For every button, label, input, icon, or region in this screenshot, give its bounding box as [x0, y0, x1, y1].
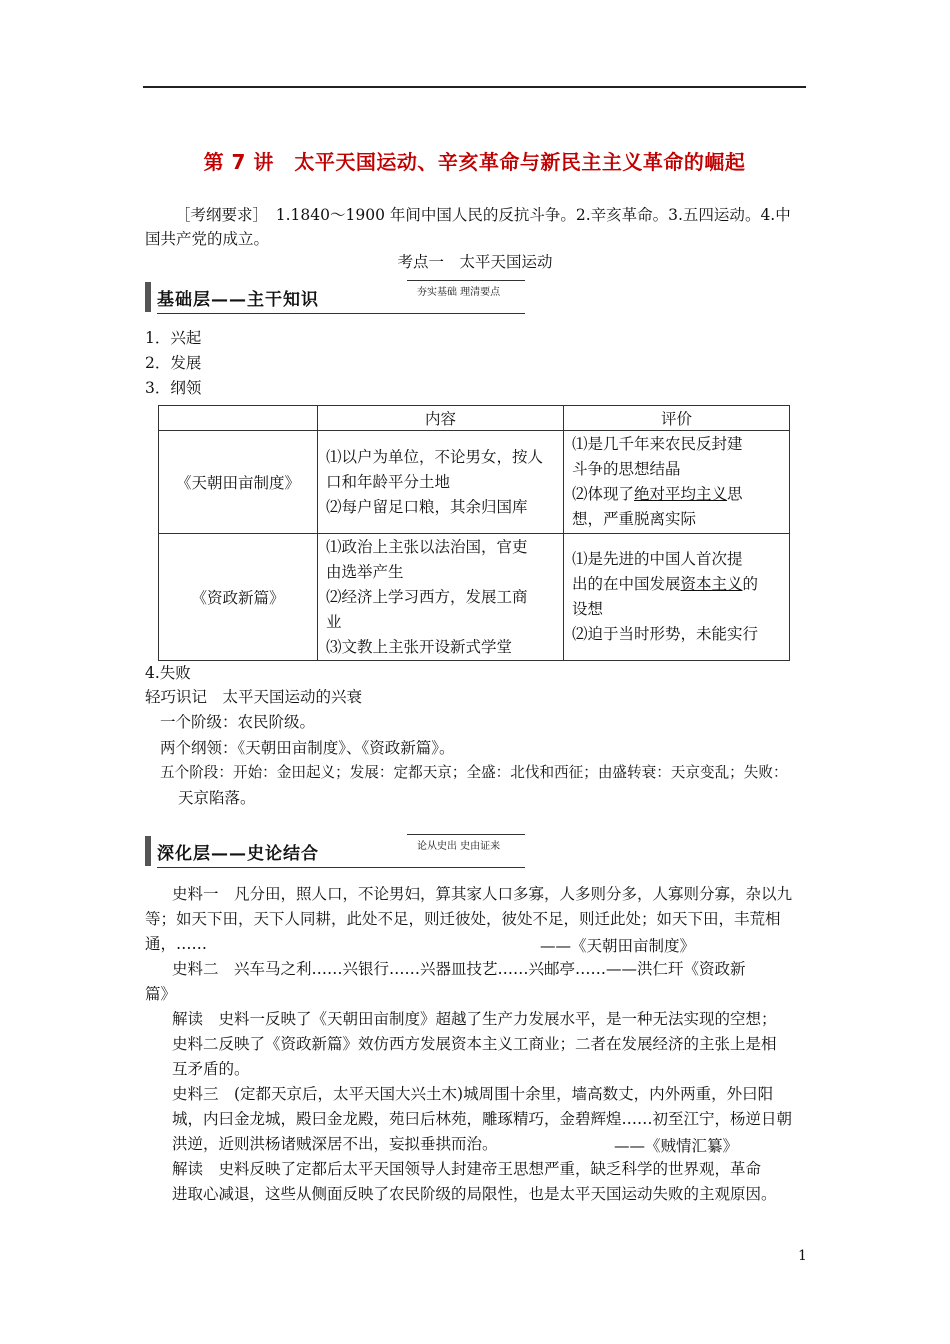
basic-layer-banner: [145, 280, 525, 314]
material-source: ——《天朝田亩制度》: [540, 937, 696, 955]
table-header-blank: [159, 406, 318, 431]
program-name: 《资政新篇》: [159, 534, 318, 661]
material-source: ——《贼情汇纂》: [614, 1137, 739, 1155]
interpretation-line: 进取心减退，这些从侧面反映了农民阶级的局限性，也是太平天国运动失败的主观原因。: [172, 1185, 777, 1203]
evaluation-line: ⑵迫于当时形势，未能实行: [572, 625, 759, 643]
banner-tag: 论从史出 史由证来: [417, 841, 501, 852]
deep-layer-banner: [145, 834, 525, 868]
banner-bottom-line: [157, 313, 525, 314]
evaluation-line: ⑴是先进的中国人首次提: [572, 550, 743, 568]
text-segment: 思: [727, 485, 743, 503]
content-line: 口和年龄平分土地: [326, 472, 451, 491]
program-table: [158, 405, 790, 661]
list-item-failure: 4.失败: [145, 664, 191, 682]
underlined-term: 资本主义: [680, 575, 743, 593]
interpretation-line: 互矛盾的。: [172, 1060, 250, 1078]
banner-bottom-line: [157, 867, 525, 868]
content-line: ⑶文教上主张开设新式学堂: [326, 637, 513, 656]
banner-bar: [145, 836, 151, 866]
content-line: 由选举产生: [326, 562, 404, 581]
section-title: 考点一 太平天国运动: [397, 253, 553, 271]
banner-label: 深化层——史论结合: [157, 844, 319, 864]
evaluation-line: ⑴是几千年来农民反封建: [572, 435, 743, 453]
text-segment: 出的在中国发展: [572, 575, 681, 593]
memory-tip-line: 天京陷落。: [178, 789, 256, 807]
underlined-term: 绝对平均主义: [634, 485, 728, 503]
table-header-content: 内容: [318, 406, 564, 431]
content-line: ⑴以户为单位，不论男女，按人: [326, 447, 544, 466]
content-line: 业: [326, 612, 342, 631]
list-item-rise: 1．兴起: [145, 329, 202, 347]
material-line: 史料二 兴车马之利……兴银行……兴器皿技艺……兴邮亭……——洪仁玕《资政新: [172, 960, 746, 978]
evaluation-line: 想，严重脱离实际: [572, 510, 697, 528]
interpretation-line: 解读 史料反映了定都后太平天国领导人封建帝王思想严重，缺乏科学的世界观，革命: [172, 1160, 762, 1178]
memory-tip-line: 两个纲领：《天朝田亩制度》、《资政新篇》。: [160, 739, 455, 757]
material-line: 通，……: [145, 935, 208, 953]
interpretation-line: 史料二反映了《资政新篇》效仿西方发展资本主义工商业；二者在发展经济的主张上是相: [172, 1035, 777, 1053]
list-item-program: 3．纲领: [145, 379, 202, 397]
table-row: [159, 534, 790, 661]
interpretation-line: 解读 史料一反映了《天朝田亩制度》超越了生产力发展水平，是一种无法实现的空想；: [172, 1010, 777, 1028]
banner-tag: 夯实基础 理清要点: [417, 287, 501, 298]
evaluation-line: 设想: [572, 600, 604, 618]
header-rule: [143, 86, 806, 88]
material-line: 史料一 凡分田，照人口，不论男妇，算其家人口多寡，人多则分多，人寡则分寡，杂以九: [172, 885, 793, 903]
program-content: [318, 431, 564, 534]
content-line: ⑴政治上主张以法治国，官吏: [326, 537, 528, 556]
banner-bar: [145, 282, 151, 312]
program-evaluation: [564, 534, 790, 661]
content-line: ⑵每户留足口粮，其余归国库: [326, 497, 528, 516]
exam-requirements-line1: ［考纲要求］ 1.1840～1900 年间中国人民的反抗斗争。2.辛亥革命。3.五四运动。4.中: [175, 206, 791, 224]
page-number: 1: [798, 1248, 807, 1264]
material-line: 洪逆，近则洪杨诸贼深居不出，妄拟垂拱而治。: [172, 1135, 498, 1153]
table-header-row: [159, 406, 790, 431]
text-segment: ⑵体现了: [572, 485, 635, 503]
program-name: 《天朝田亩制度》: [159, 431, 318, 534]
list-item-development: 2．发展: [145, 354, 202, 372]
evaluation-line: [572, 482, 781, 507]
text-segment: 的: [742, 575, 759, 593]
evaluation-line: 斗争的思想结晶: [572, 460, 681, 478]
memory-tip-line: 一个阶级：农民阶级。: [160, 713, 316, 731]
material-line: 史料三 (定都天京后，太平天国大兴土木)城周围十余里，墙高数丈，内外两重，外曰阳: [172, 1085, 774, 1103]
material-line: 城，内曰金龙城，殿曰金龙殿，苑曰后林苑，雕琢精巧，金碧辉煌……初至江宁，杨逆日朝: [172, 1110, 793, 1128]
program-evaluation: [564, 431, 790, 534]
material-line: 等；如天下田，天下人同耕，此处不足，则迁彼处，彼处不足，则迁此处；如天下田，丰荒相: [145, 910, 781, 928]
program-content: [318, 534, 564, 661]
memory-tip-line: 五个阶段：开始：金田起义；发展：定都天京；全盛：北伐和西征；由盛转衰：天京变乱；失败：: [160, 764, 788, 781]
banner-top-line: [407, 280, 525, 281]
evaluation-line: [572, 572, 781, 597]
exam-requirements-line2: 国共产党的成立。: [145, 230, 270, 248]
content-line: ⑵经济上学习西方，发展工商: [326, 587, 528, 606]
table-row: [159, 431, 790, 534]
memory-tip-heading: 轻巧识记 太平天国运动的兴衰: [145, 688, 363, 706]
material-line: 篇》: [145, 985, 177, 1003]
banner-label: 基础层——主干知识: [157, 290, 319, 310]
page-title: 第 7 讲 太平天国运动、辛亥革命与新民主主义革命的崛起: [203, 150, 746, 174]
table-header-evaluation: 评价: [564, 406, 790, 431]
banner-top-line: [407, 834, 525, 835]
